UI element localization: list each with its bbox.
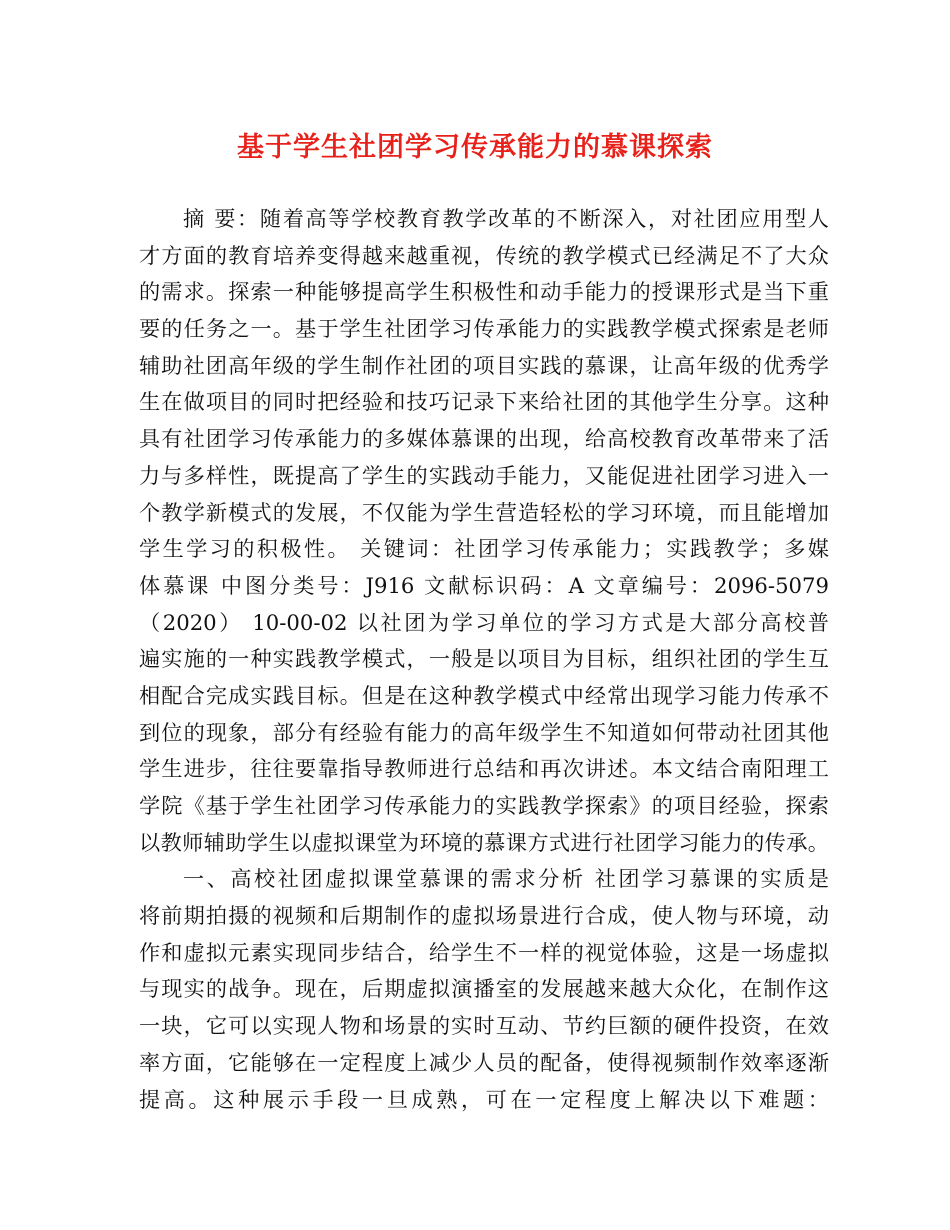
body-line-2: 才方面的教育培养变得越来越重视，传统的教学模式已经满足不了大众	[139, 242, 829, 268]
body-line-20: 将前期拍摄的视频和后期制作的虚拟场景进行合成，使人物与环境，动	[139, 903, 829, 929]
body-line-1: 摘 要：随着高等学校教育教学改革的不断深入，对社团应用型人	[183, 206, 829, 231]
body-line-10: 学生学习的积极性。 关键词：社团学习传承能力；实践教学；多媒	[139, 536, 829, 562]
body-line-9: 个教学新模式的发展，不仅能为学生营造轻松的学习环境，而且能增加	[139, 499, 829, 525]
body-line-8: 力与多样性，既提高了学生的实践动手能力，又能促进社团学习进入一	[139, 462, 829, 488]
body-line-17: 学院《基于学生社团学习传承能力的实践教学探索》的项目经验，探索	[139, 793, 829, 818]
body-line-22: 与现实的战争。现在，后期虚拟演播室的发展越来越大众化，在制作这	[139, 976, 829, 1002]
body-line-11: 体慕课 中图分类号：J916 文献标识码：A 文章编号：2096-5079	[139, 572, 829, 598]
body-line-3: 的需求。探索一种能够提高学生积极性和动手能力的授课形式是当下重	[139, 279, 829, 305]
body-line-15: 到位的现象，部分有经验有能力的高年级学生不知道如何带动社团其他	[139, 719, 829, 745]
body-line-4: 要的任务之一。基于学生社团学习传承能力的实践教学模式探索是老师	[139, 316, 829, 342]
body-line-7: 具有社团学习传承能力的多媒体慕课的出现，给高校教育改革带来了活	[139, 426, 829, 452]
body-line-19: 一、高校社团虚拟课堂慕课的需求分析 社团学习慕课的实质是	[183, 866, 829, 892]
body-line-12: （2020） 10-00-02 以社团为学习单位的学习方式是大部分高校普	[139, 609, 829, 635]
body-line-6: 生在做项目的同时把经验和技巧记录下来给社团的其他学生分享。这种	[139, 389, 829, 415]
body-line-14: 相配合完成实践目标。但是在这种教学模式中经常出现学习能力传承不	[139, 682, 829, 708]
body-line-16: 学生进步，往往要靠指导教师进行总结和再次讲述。本文结合南阳理工	[139, 756, 829, 782]
body-line-21: 作和虚拟元素实现同步结合，给学生不一样的视觉体验，这是一场虚拟	[139, 939, 829, 965]
body-line-24: 率方面，它能够在一定程度上减少人员的配备，使得视频制作效率逐渐	[139, 1049, 829, 1075]
body-line-25: 提高。这种展示手段一旦成熟，可在一定程度上解决以下难题：	[139, 1086, 829, 1112]
body-line-18: 以教师辅助学生以虚拟课堂为环境的慕课方式进行社团学习能力的传承。	[139, 829, 829, 855]
document-title: 基于学生社团学习传承能力的慕课探索	[237, 132, 713, 163]
document-body	[139, 201, 829, 1118]
body-line-13: 遍实施的一种实践教学模式，一般是以项目为目标，组织社团的学生互	[139, 646, 829, 672]
body-line-5: 辅助社团高年级的学生制作社团的项目实践的慕课，让高年级的优秀学	[139, 352, 829, 378]
body-line-23: 一块，它可以实现人物和场景的实时互动、节约巨额的硬件投资，在效	[139, 1013, 829, 1039]
